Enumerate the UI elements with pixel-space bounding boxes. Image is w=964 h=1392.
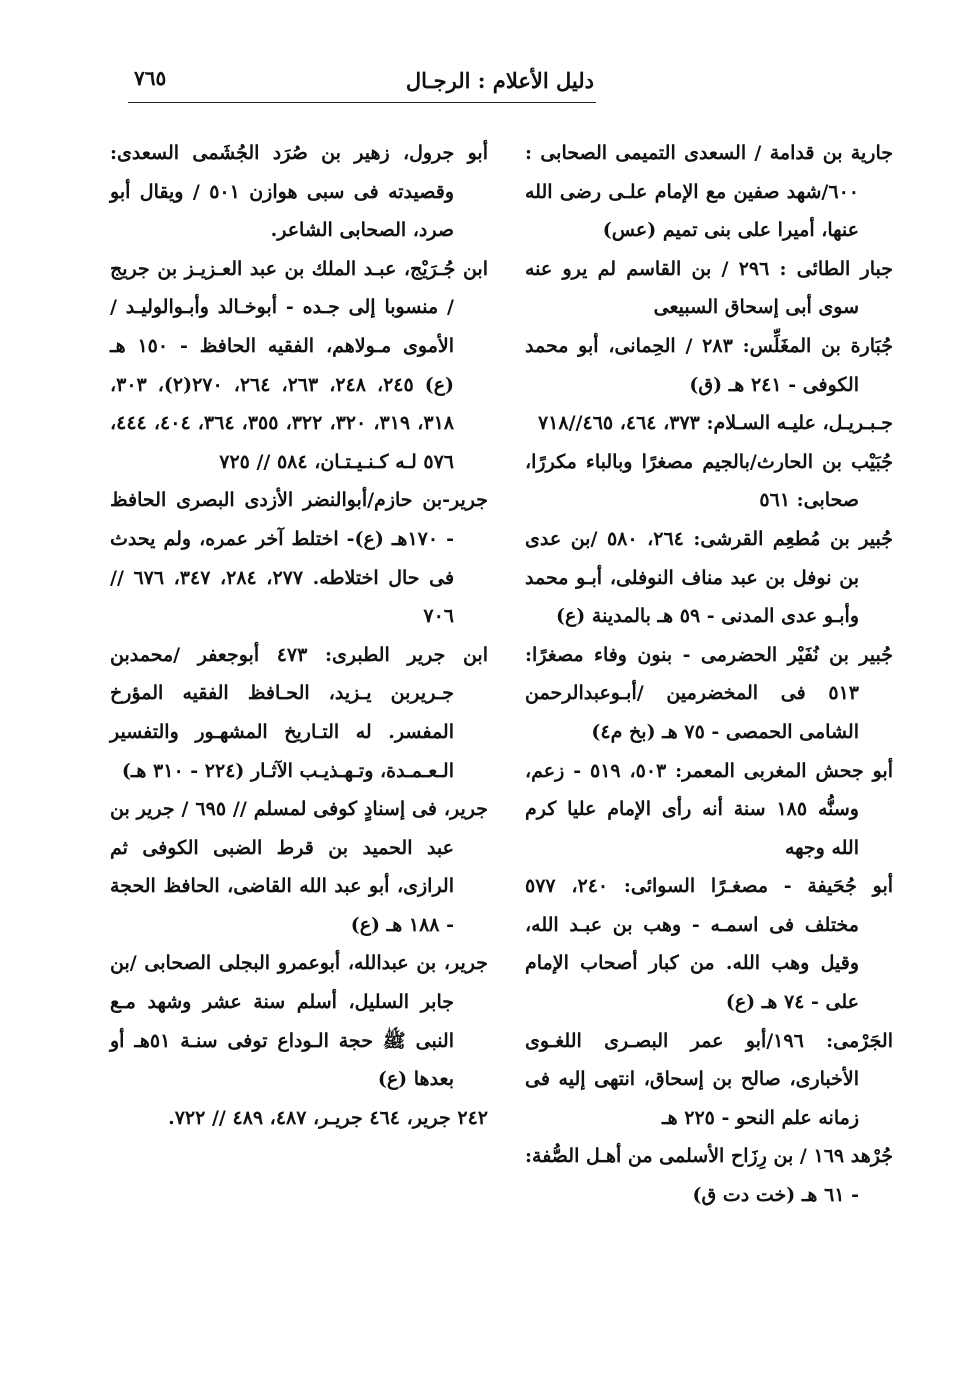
index-entry: جُرْهد ١٦٩ / بن رِزَاح الأسلمى من أهـل الصُّفة: - ٦١ هـ (خت دت ق) [525, 1145, 893, 1207]
index-entry: جرير، بن عبدالله، أبوعمرو البجلى الصحابى /بن جابر السليل، أسلم سنة عشر وشهد مـع النبى ﷺ حجة الـوداع توفى سنـة ٥١هـ أو بعدها (ع) [110, 952, 488, 1091]
index-entry: أبو جحش المغربى المعمر: ٥٠٣، ٥١٩ - زعم، وسنُّه ١٨٥ سنة أنه رأى الإمام عليا كرم الله وجهه [525, 759, 893, 859]
index-entry: جرير، فى إسنادٍ كوفى لمسلم // ٦٩٥ / جرير بن عبد الحميد بن قرط الضبى الكوفى ثم الرازى، أبو عبد الله القاضى، الحافظ الحجة - ١٨٨ هـ (ع) [110, 798, 488, 936]
left-column [110, 134, 488, 1137]
index-entry: جُبير بن نُفَيْر الحضرمى - بنون وفاء مصغرًا: ٥١٣ فى المخضرمين /أبـوعبدالرحمن الشامى الحمصى - ٧٥ هـ (بخ م٤) [525, 643, 893, 743]
index-entry: ابن جُـرَيْج، عبـد الملك بن عبد العـزيـز بن جريج / منسوبا إلى جـده - أبوخـالد وأبـوالوليـد / الأموى مـولاهم، الفقيه الحافظ - ١٥٠ هـ (ع) ٢٤٥، ٢٤٨، ٢٦٣، ٢٦٤، ٢٧٠(٢)، ٣٠٣، ٣١٨، ٣١٩، ٣٢٠، ٣٢٢، ٣٥٥، ٣٦٤، ٤٠٤، ٤٤٤، ٥٧٦ لـه كـنـيـتـان، ٥٨٤ // ٧٢٥ [110, 257, 488, 473]
index-entry: الجَرْمى: ١٩٦/أبو عمر البصـرى اللغـوى الأخبارى، صالح بن إسحاق، انتهى إليه فى زمانه علم النحو - ٢٢٥ هـ [525, 1029, 893, 1129]
index-entry: جُبَارة بن المغَلِّس: ٢٨٣ / الحِمانى، أبو محمد الكوفى - ٢٤١ هـ (ق) [525, 334, 893, 396]
index-entry: ٢٤٢ جرير، ٤٦٤ جريـر، ٤٨٧، ٤٨٩ // ٧٢٢. [168, 1106, 488, 1129]
right-column [525, 134, 893, 1215]
page-header [128, 62, 596, 103]
header-title: دليل الأعلام : الرجـال [405, 68, 594, 93]
index-entry: أبو جرول، زهير بن صُرَد الجُشَمى السعدى: وقصيدته فى سبى هوازن ٥٠١ / ويقال أبو صرد، الصحابى الشاعر. [110, 142, 488, 242]
index-entry: جـبـريـل، عليـه السـلام: ٣٧٣، ٤٦٤، ٤٦٥//٧١٨ [537, 412, 893, 435]
index-entry: جُبَيْب بن الحارث/بالجيم مصغرًا وبالباء مكررًا، صحابى: ٥٦١ [525, 450, 893, 512]
index-entry: جارية بن قدامة / السعدى التميمى الصحابى : ٦٠٠/شهد صفين مع الإمام علـى رضى الله عنها، أميرا على بنى تميم (عس) [525, 142, 893, 242]
index-entry: ابن جرير الطبرى: ٤٧٣ أبوجعفر /محمدبن جـريربن يـزيد، الحـافظ الفقيه المؤرخ المفسر. له التـاريخ المشهـور والتفسير الـعـمـدة، وتـهـذيـب الآثـار (٢٢٤ - ٣١٠ هـ) [110, 643, 488, 782]
index-entry: جرير-بن حازم/أبوالنضر الأزدى البصرى الحافظ - ١٧٠هـ (ع)- اختلط آخر عمره، ولم يحدث فى حال اختلاطه. ٢٧٧، ٢٨٤، ٣٤٧، ٦٧٦ // ٧٠٦ [110, 489, 488, 628]
index-entry: جبار الطائى : ٢٩٦ / بن القاسم لم يرو عنه سوى أبى إسحاق السبيعى [525, 257, 893, 319]
index-entry: أبو جُحَيفة - مصغـرًا السوائى: ٢٤٠، ٥٧٧ مختلف فى اسمـه - وهب بن عبـد الله، وقيل وهب الله. من كبار أصحاب الإمام على - ٧٤ هـ (ع) [525, 875, 894, 1014]
index-entry: جُبير بن مُطعِم القرشى: ٢٦٤، ٥٨٠ /بن عدى بن نوفل بن عبد مناف النوفلى، أبـو محمد وأبـو عدى المدنى - ٥٩ هـ بالمدينة (ع) [525, 527, 893, 628]
page-number: ٧٦٥ [134, 66, 167, 90]
